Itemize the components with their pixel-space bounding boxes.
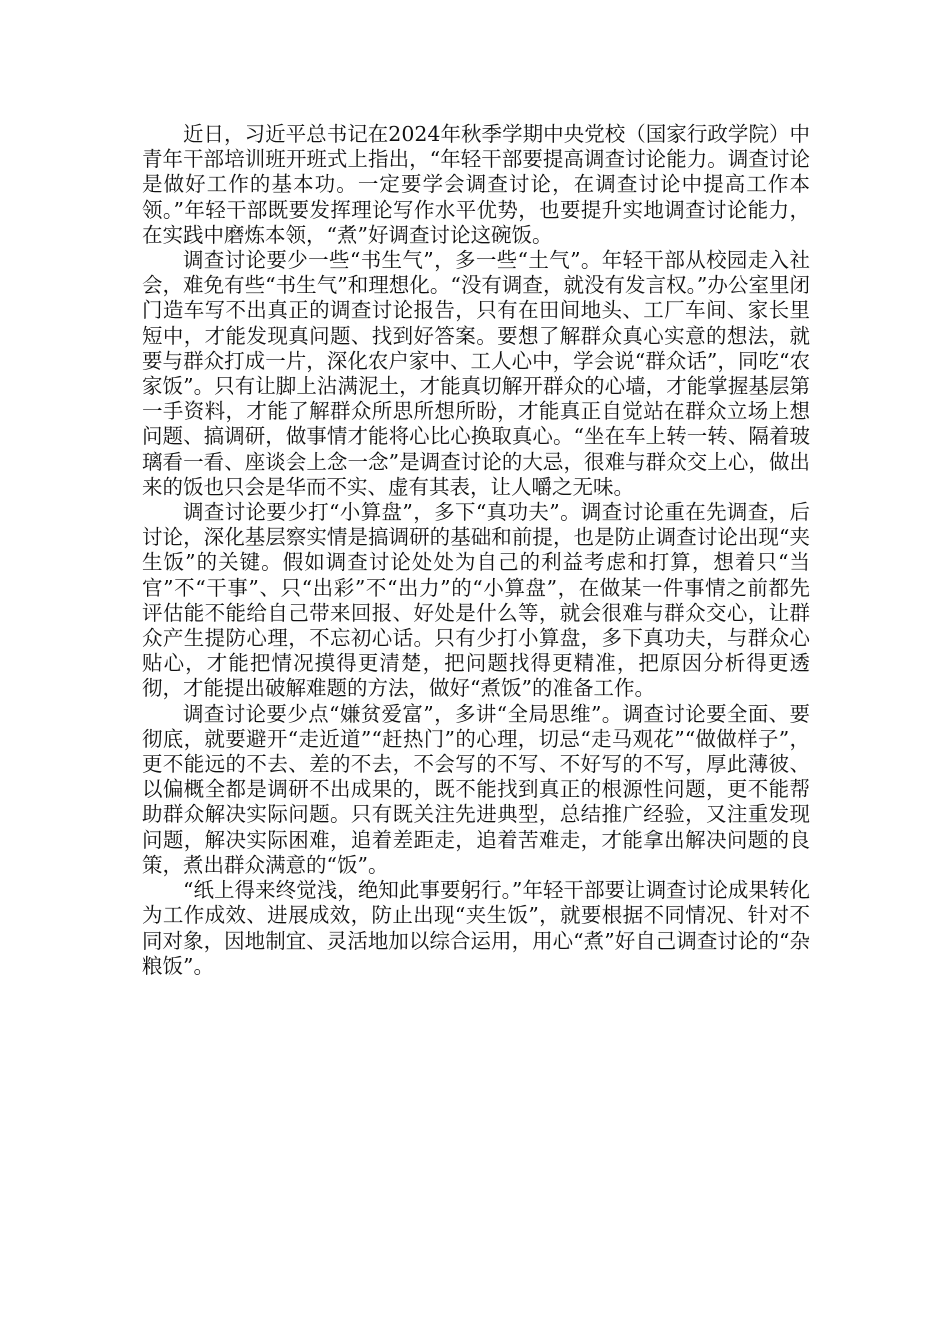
- paragraph-4: 调查讨论要少点“嫌贫爱富”，多讲“全局思维”。调查讨论要全面、要彻底，就要避开“走近道”“赶热门”的心理，切忌“走马观花”“做做样子”，更不能远的不去、差的不去，不会写的不写、不好写的不写，厚此薄彼、以偏概全都是调研不出成果的，既不能找到真正的根源性问题，更不能帮助群众解决实际问题。只有既关注先进典型，总结推广经验，又注重发现问题，解决实际困难，追着差距走，追着苦难走，才能拿出解决问题的良策，煮出群众满意的“饭”。: [142, 701, 810, 877]
- document-body: [142, 122, 810, 979]
- paragraph-3: 调查讨论要少打“小算盘”，多下“真功夫”。调查讨论重在先调查，后讨论，深化基层察实情是搞调研的基础和前提，也是防止调查讨论出现“夹生饭”的关键。假如调查讨论处处为自己的利益考虑和打算，想着只“当官”不“干事”、只“出彩”不“出力”的“小算盘”，在做某一件事情之前都先评估能不能给自己带来回报、好处是什么等，就会很难与群众交心，让群众产生提防心理，不忘初心话。只有少打小算盘，多下真功夫，与群众心贴心，才能把情况摸得更清楚，把问题找得更精准，把原因分析得更透彻，才能提出破解难题的方法，做好“煮饭”的准备工作。: [142, 500, 810, 701]
- paragraph-5: “纸上得来终觉浅，绝知此事要躬行。”年轻干部要让调查讨论成果转化为工作成效、进展成效，防止出现“夹生饭”，就要根据不同情况、针对不同对象，因地制宜、灵活地加以综合运用，用心“煮”好自己调查讨论的“杂粮饭”。: [142, 878, 810, 978]
- paragraph-2: 调查讨论要少一些“书生气”，多一些“土气”。年轻干部从校园走入社会，难免有些“书生气”和理想化。“没有调查，就没有发言权。”办公室里闭门造车写不出真正的调查讨论报告，只有在田间地头、工厂车间、家长里短中，才能发现真问题、找到好答案。要想了解群众真心实意的想法，就要与群众打成一片，深化农户家中、工人心中，学会说“群众话”，同吃“农家饭”。只有让脚上沾满泥土，才能真切解开群众的心墙，才能掌握基层第一手资料，才能了解群众所思所想所盼，才能真正自觉站在群众立场上想问题、搞调研，做事情才能将心比心换取真心。“坐在车上转一转、隔着玻璃看一看、座谈会上念一念”是调查讨论的大忌，很难与群众交上心，做出来的饭也只会是华而不实、虚有其表，让人嚼之无味。: [142, 248, 810, 499]
- paragraph-1: 近日，习近平总书记在2024年秋季学期中央党校（国家行政学院）中青年干部培训班开班式上指出，“年轻干部要提高调查讨论能力。调查讨论是做好工作的基本功。一定要学会调查讨论，在调查讨论中提高工作本领。”年轻干部既要发挥理论写作水平优势，也要提升实地调查讨论能力，在实践中磨炼本领，“煮”好调查讨论这碗饭。: [142, 122, 810, 247]
